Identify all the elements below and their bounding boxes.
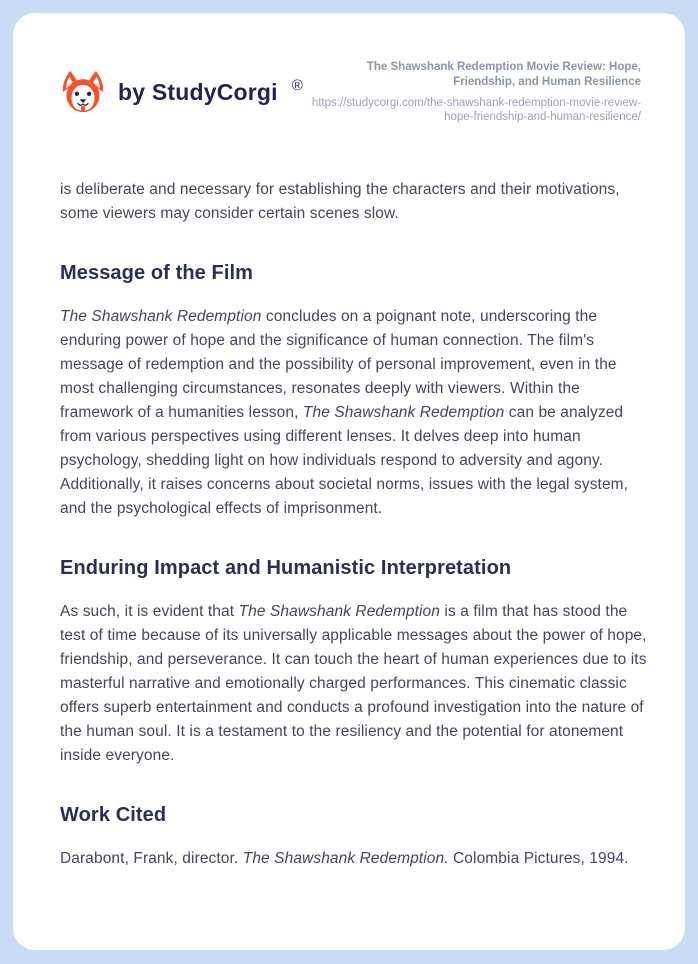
document-header — [60, 60, 641, 124]
registered-mark-icon: ® — [291, 76, 303, 94]
section-enduring-impact — [60, 555, 648, 768]
section-message-of-the-film — [60, 260, 648, 521]
section-heading: Work Cited — [60, 804, 167, 826]
document-url-link[interactable]: https://studycorgi.com/the-shawshank-redemption-movie-review-hope-friendship-and-human-resilience/ — [311, 97, 641, 123]
document-card — [13, 13, 685, 950]
section-paragraph: The Shawshank Redemption concludes on a poignant note, underscoring the enduring power of hope and the significance of human connection. The film's message of redemption and the possibility of personal improvement, even in the most challenging circumstances, resonates deeply with viewers. Within the framework of a humanities lesson, The Shawshank Redemption can be analyzed from various perspectives using different lenses. It delves deep into human psychology, shedding light on how individuals respond to adversity and agony. Additionally, it raises concerns about societal norms, issues with the legal system, and the psychological effects of imprisonment. — [60, 308, 629, 517]
article-body — [60, 178, 648, 871]
section-heading: Message of the Film — [60, 262, 254, 284]
studycorgi-logo — [60, 70, 303, 114]
section-work-cited — [60, 802, 648, 871]
section-paragraph: As such, it is evident that The Shawshank Redemption is a film that has stood the test of time because of its universally applicable messages about the power of hope, friendship, and perseverance. It can touch the heart of human experiences due to its masterful narrative and emotionally charged performances. This cinematic classic offers superb entertainment and conducts a profound investigation into the nature of the human soul. It is a testament to the resiliency and the potential for atonement inside everyone. — [60, 603, 647, 764]
document-title: The Shawshank Redemption Movie Review: Hope, Friendship, and Human Resilience — [366, 61, 641, 88]
brand-text: by StudyCorgi — [118, 78, 278, 105]
intro-continuation-paragraph: is deliberate and necessary for establishing the characters and their motivations, some viewers may consider certain scenes slow. — [60, 181, 620, 222]
section-heading: Enduring Impact and Humanistic Interpretation — [60, 557, 512, 579]
document-meta — [311, 60, 641, 124]
corgi-head-icon — [60, 70, 106, 114]
citation-paragraph: Darabont, Frank, director. The Shawshank Redemption. Colombia Pictures, 1994. — [60, 850, 629, 867]
